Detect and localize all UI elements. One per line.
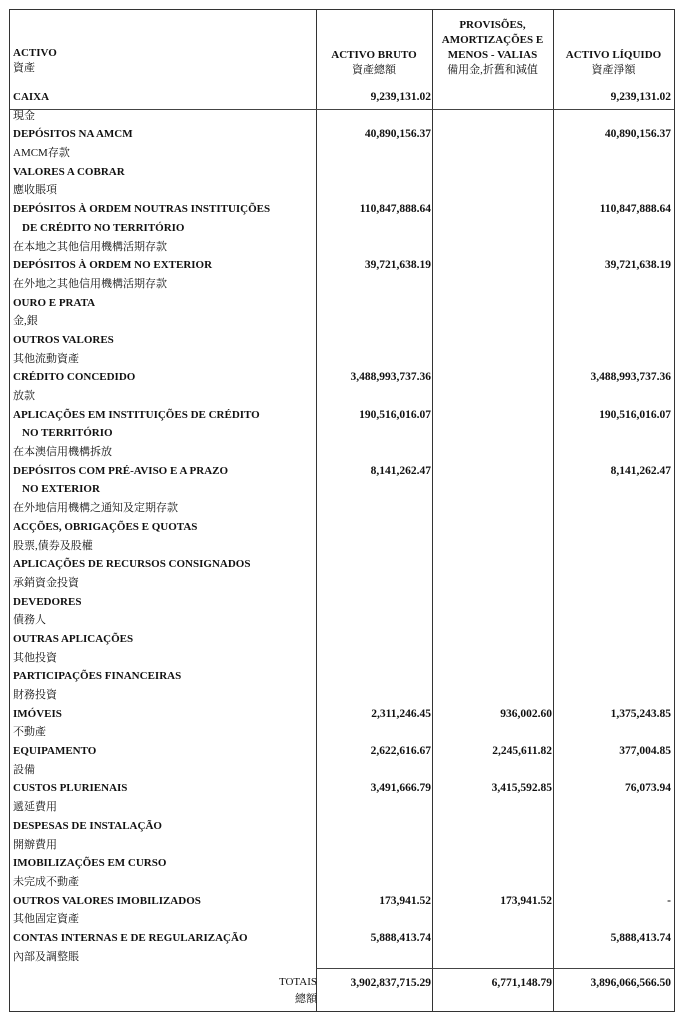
value-activo-liquido: 9,239,131.02 [610, 91, 671, 103]
header-liquido-zh: 資產淨額 [591, 64, 636, 76]
value-activo-liquido [553, 518, 671, 537]
value-provisoes [432, 667, 552, 686]
row-label-zh: 債務人 [13, 614, 46, 627]
table-row [10, 779, 674, 816]
table-row [10, 705, 674, 742]
value-provisoes [432, 200, 552, 219]
value-provisoes [432, 88, 552, 107]
table-row [10, 555, 674, 592]
row-label-zh: 放款 [13, 390, 35, 402]
total-activo-liquido: 3,896,066,566.50 [590, 977, 671, 989]
table-row [10, 593, 674, 630]
value-provisoes: 936,002.60 [500, 707, 552, 720]
row-label-zh: 股票,債券及股權 [13, 539, 93, 552]
row-label-pt: OURO E PRATA [13, 296, 96, 309]
value-activo-bruto: 8,141,262.47 [370, 464, 431, 477]
header-bruto-label: ACTIVO BRUTO [331, 49, 417, 61]
header-liquido-label: ACTIVO LÍQUIDO [565, 49, 662, 61]
value-provisoes [432, 368, 552, 387]
value-provisoes [432, 817, 552, 836]
value-activo-bruto: 39,721,638.19 [364, 259, 431, 272]
value-provisoes: 3,415,592.85 [491, 782, 552, 795]
row-label-pt: IMOBILIZAÇÕES EM CURSO [13, 857, 167, 870]
total-provisoes: 6,771,148.79 [491, 977, 552, 989]
value-provisoes [432, 630, 552, 649]
table-row [10, 125, 674, 162]
value-activo-bruto [316, 518, 431, 537]
header-provisoes-zh: 備用金,折舊和減值 [447, 64, 538, 76]
row-label-zh: 開辦費用 [13, 838, 57, 851]
value-activo-liquido [553, 593, 671, 612]
value-activo-bruto: 2,311,246.45 [371, 707, 431, 720]
value-provisoes [432, 555, 552, 574]
table-row [10, 892, 674, 929]
row-label-pt: APLICAÇÕES EM INSTITUIÇÕES DE CRÉDITO [13, 408, 260, 421]
value-activo-bruto [316, 593, 431, 612]
value-activo-bruto: 190,516,016.07 [359, 408, 431, 421]
row-label-zh: 財務投資 [13, 689, 57, 701]
row-label-pt: CAIXA [13, 91, 50, 103]
totals-divider [316, 968, 674, 969]
value-activo-liquido [553, 163, 671, 182]
totals-label-zh: 總額 [295, 993, 317, 1005]
row-label-pt: DEPÓSITOS NA AMCM [13, 128, 133, 141]
table-row [10, 88, 674, 125]
value-provisoes: 2,245,611.82 [492, 745, 552, 758]
table-row [10, 256, 674, 293]
value-activo-bruto [316, 331, 431, 350]
value-activo-bruto: 9,239,131.02 [370, 91, 431, 103]
value-activo-liquido: 3,488,993,737.36 [590, 371, 671, 384]
value-activo-bruto: 110,847,888.64 [359, 203, 431, 216]
row-label-zh: AMCM存款 [13, 147, 70, 160]
value-activo-liquido [553, 817, 671, 836]
row-label-zh: 遞延費用 [13, 801, 57, 814]
table-row [10, 163, 674, 200]
row-label-zh: 承銷資金投資 [13, 576, 79, 589]
value-activo-liquido: - [667, 894, 671, 907]
value-activo-bruto [316, 555, 431, 574]
table-row [10, 742, 674, 779]
table-row [10, 667, 674, 704]
row-label-pt: DE CRÉDITO NO TERRITÓRIO [22, 221, 185, 234]
row-label-zh: 不動產 [13, 726, 46, 739]
value-activo-liquido: 110,847,888.64 [599, 203, 671, 216]
value-activo-bruto [316, 854, 431, 873]
table-row [10, 406, 674, 462]
value-provisoes [432, 125, 552, 144]
row-label-pt: CONTAS INTERNAS E DE REGULARIZAÇÃO [13, 931, 248, 944]
value-activo-bruto: 5,888,413.74 [370, 931, 431, 944]
row-label-pt: PARTICIPAÇÕES FINANCEIRAS [13, 670, 182, 683]
table-row [10, 854, 674, 891]
value-activo-liquido [553, 667, 671, 686]
value-provisoes [432, 294, 552, 313]
value-provisoes [432, 163, 552, 182]
row-label-zh: 在外地信用機構之通知及定期存款 [13, 502, 178, 515]
row-label-pt: OUTROS VALORES IMOBILIZADOS [13, 894, 201, 907]
row-label-pt: IMÓVEIS [13, 707, 62, 720]
row-label-pt: DEPÓSITOS À ORDEM NOUTRAS INSTITUIÇÕES [13, 203, 271, 216]
value-activo-bruto: 40,890,156.37 [364, 128, 431, 141]
header-provisoes-line: PROVISÕES, [459, 19, 526, 31]
value-activo-bruto: 2,622,616.67 [370, 745, 431, 758]
row-label-pt: DESPESAS DE INSTALAÇÃO [13, 819, 162, 832]
value-provisoes [432, 929, 552, 948]
value-activo-bruto: 3,491,666.79 [370, 782, 431, 795]
value-activo-liquido: 377,004.85 [619, 745, 671, 758]
value-provisoes [432, 593, 552, 612]
value-activo-liquido: 190,516,016.07 [599, 408, 671, 421]
row-label-zh: 其他流動資產 [13, 352, 79, 365]
value-activo-bruto [316, 163, 431, 182]
value-activo-bruto: 173,941.52 [379, 894, 431, 907]
totals-label [279, 974, 317, 1008]
row-label-zh: 應收賬項 [13, 184, 57, 197]
row-label-pt: CRÉDITO CONCEDIDO [13, 371, 136, 384]
value-activo-liquido [553, 294, 671, 313]
value-provisoes [432, 854, 552, 873]
value-activo-bruto: 3,488,993,737.36 [350, 371, 431, 384]
totals-label-pt: TOTAIS [278, 976, 317, 988]
value-activo-liquido: 5,888,413.74 [610, 931, 671, 944]
row-label-zh: 在本地之其他信用機構活期存款 [13, 240, 167, 253]
value-activo-liquido [553, 555, 671, 574]
row-label-zh: 內部及調整賬 [13, 950, 79, 963]
header-provisoes-line: MENOS - VALIAS [447, 49, 538, 61]
value-activo-bruto [316, 630, 431, 649]
row-label-zh: 現金 [13, 109, 35, 122]
value-activo-liquido [553, 331, 671, 350]
value-activo-liquido: 39,721,638.19 [604, 259, 671, 272]
row-label-zh: 未完成不動產 [13, 875, 79, 888]
header-bruto-zh: 資產總額 [352, 64, 396, 76]
value-provisoes: 173,941.52 [500, 894, 552, 907]
table-row [10, 817, 674, 854]
row-label-zh: 設備 [13, 763, 35, 776]
header-activo-label: ACTIVO [13, 47, 57, 59]
table-row [10, 630, 674, 667]
row-label-pt: DEVEDORES [13, 595, 82, 608]
table-row [10, 929, 674, 966]
row-label-zh: 在外地之其他信用機構活期存款 [13, 277, 167, 290]
value-provisoes [432, 518, 552, 537]
value-provisoes [432, 256, 552, 275]
table-row [10, 331, 674, 368]
table-row [10, 462, 674, 518]
value-provisoes [432, 406, 552, 425]
row-label-pt: VALORES A COBRAR [13, 165, 125, 178]
row-label-pt: OUTRAS APLICAÇÕES [13, 632, 134, 645]
row-label-pt: DEPÓSITOS À ORDEM NO EXTERIOR [13, 259, 213, 272]
value-activo-liquido: 76,073.94 [625, 782, 671, 795]
value-activo-liquido: 40,890,156.37 [604, 128, 671, 141]
value-provisoes [432, 462, 552, 481]
row-label-pt: ACÇÕES, OBRIGAÇÕES E QUOTAS [13, 520, 198, 533]
value-activo-liquido [553, 630, 671, 649]
value-activo-bruto [316, 817, 431, 836]
row-label-pt: CUSTOS PLURIENAIS [13, 782, 128, 795]
row-label-pt: NO TERRITÓRIO [22, 427, 113, 440]
balance-sheet-table [9, 9, 675, 1012]
value-activo-liquido: 1,375,243.85 [610, 707, 671, 720]
table-row [10, 294, 674, 331]
header-provisoes-line: AMORTIZAÇÕES E [441, 34, 544, 46]
table-row [10, 200, 674, 256]
row-label-pt: EQUIPAMENTO [13, 745, 97, 758]
row-label-zh: 在本澳信用機構拆放 [13, 446, 112, 459]
row-label-zh: 其他投資 [13, 651, 57, 664]
row-label-pt: APLICAÇÕES DE RECURSOS CONSIGNADOS [13, 558, 251, 571]
value-activo-liquido: 8,141,262.47 [610, 464, 671, 477]
row-label-zh: 其他固定資產 [13, 913, 79, 926]
table-row [10, 518, 674, 555]
value-activo-bruto [316, 294, 431, 313]
row-label-pt: OUTROS VALORES [13, 333, 114, 346]
asset-rows [10, 88, 674, 966]
row-label-pt: NO EXTERIOR [22, 483, 100, 496]
value-activo-bruto [316, 667, 431, 686]
header-activo-zh: 資產 [13, 62, 35, 74]
total-activo-bruto: 3,902,837,715.29 [350, 977, 431, 989]
row-label-pt: DEPÓSITOS COM PRÉ-AVISO E A PRAZO [13, 464, 229, 477]
table-row [10, 368, 674, 405]
value-provisoes [432, 331, 552, 350]
row-label-zh: 金,銀 [13, 315, 38, 328]
value-activo-liquido [553, 854, 671, 873]
